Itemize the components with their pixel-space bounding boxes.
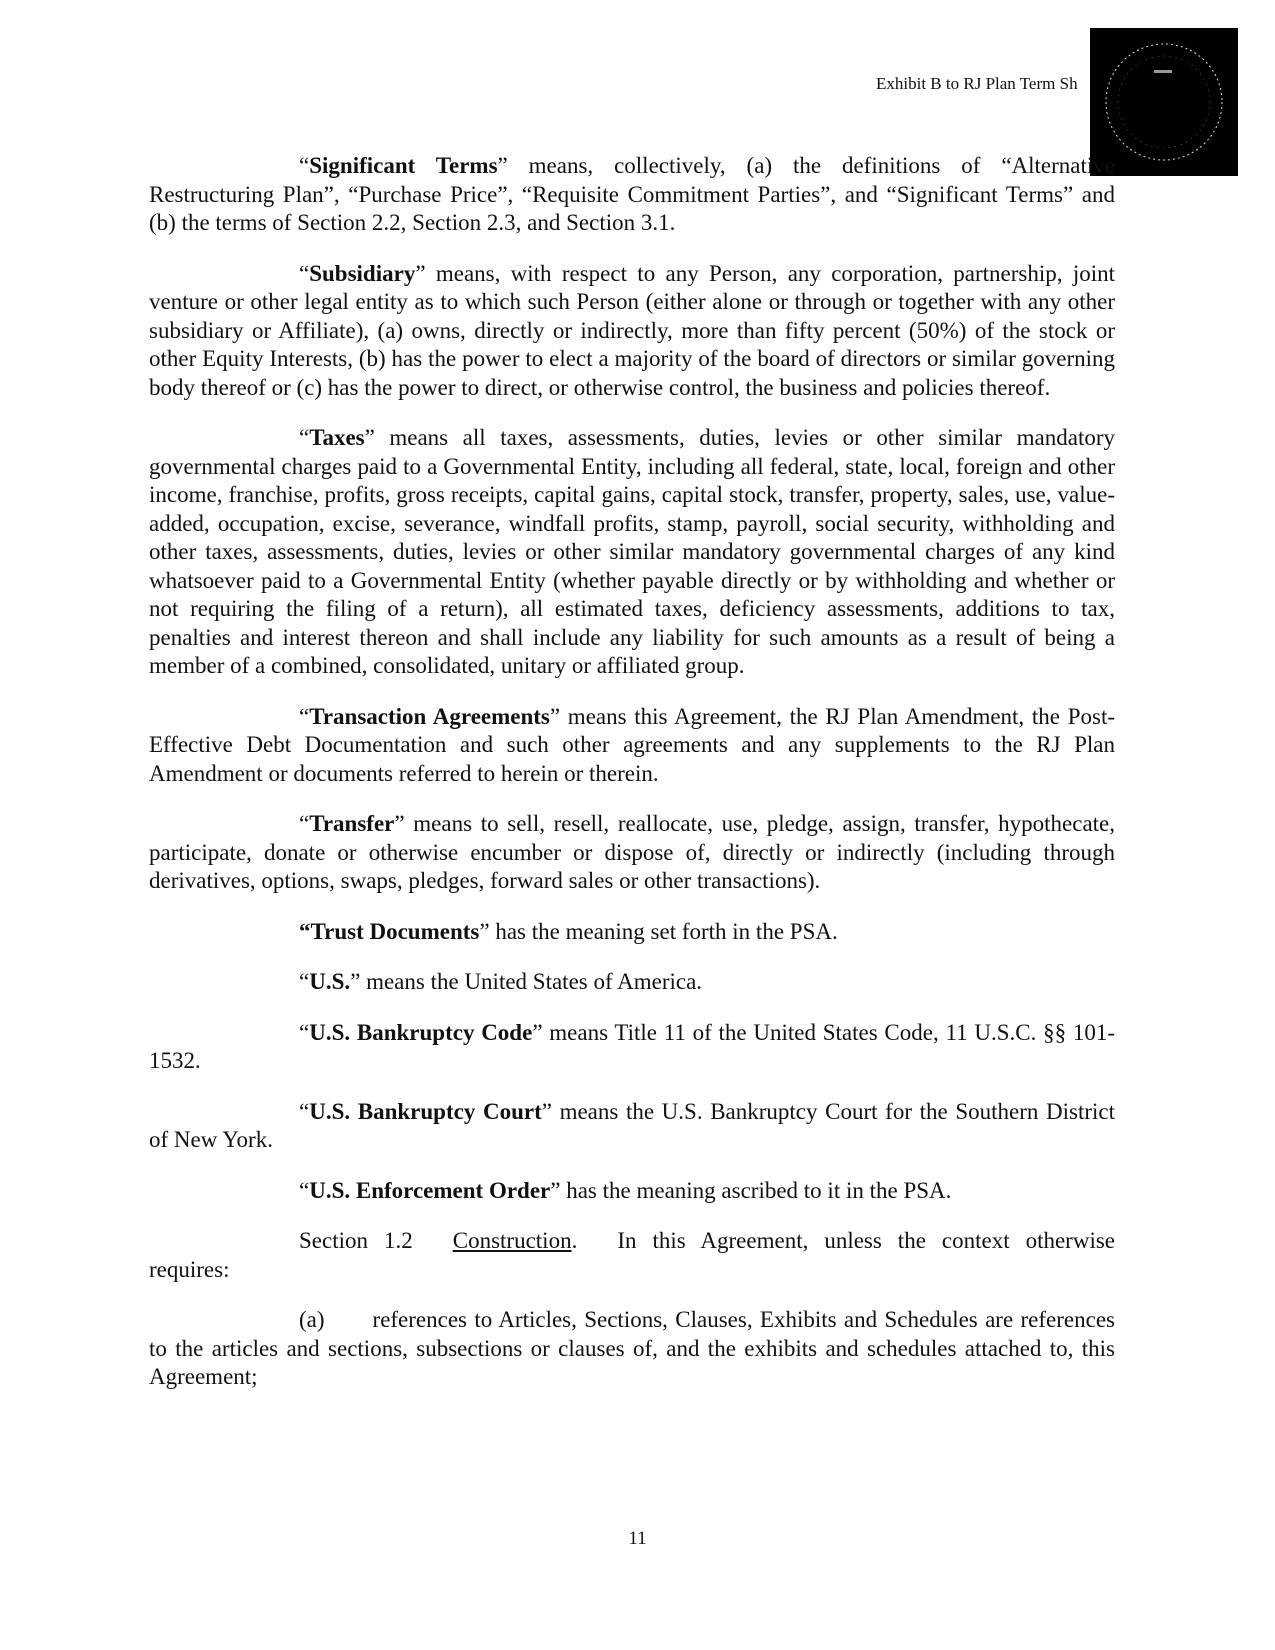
definition-significant-terms: “Significant Terms” means, collectively, (a) the definitions of “Alternative Restructuring Plan”, “Purchase Price”, “Requisite Commitment Parties”, and “Significant Terms” and (b) the terms of Section 2.2, Section 2.3, and Section 3.1. [149,153,1115,235]
definition-text: ” means this Agreement, the RJ Plan Amendment, the Post-Effective Debt Documentation and such other agreements and any supplements to the RJ Plan Amendment or documents referred to herein or therein. [149,703,1115,786]
definition-us: “U.S.” means the United States of America. [299,969,703,994]
definition-text: ” means all taxes, assessments, duties, levies or other similar mandatory governmental charges paid to a Governmental Entity, including all federal, state, local, foreign and other income, franchise, profits, gross receipts, capital gains, capital stock, transfer, property, sales, use, value-added, occupation, excise, severance, windfall profits, stamp, payroll, social security, withholding and other taxes, assessments, duties, levies or other similar mandatory governmental charges of any kind whatsoever paid to a Governmental Entity (whether payable directly or by withholding and whether or not requiring the filing of a return), all estimated taxes, deficiency assessments, additions to tax, penalties and interest thereon and shall include any liability for such amounts as a result of being a member of a combined, consolidated, unitary or affiliated group. [149,425,1115,678]
section-heading: Construction [452,1228,572,1253]
section-1-2-construction: Section 1.2 Construction. In this Agreement, unless the context otherwise requires: [149,1228,1115,1282]
defined-term: U.S. Bankruptcy Code [309,1019,533,1045]
page-header [876,74,1096,94]
definition-text: ” means the U.S. Bankruptcy Court for the Southern District of New York. [149,1098,1115,1152]
defined-term: U.S. Bankruptcy Court [309,1098,542,1124]
definition-us-bankruptcy-code: “U.S. Bankruptcy Code” means Title 11 of the United States Code, 11 U.S.C. §§ 101-1532. [149,1019,1115,1073]
document-body [149,152,1115,1414]
clause-label: (a) [299,1307,325,1332]
section-text: In this Agreement, unless the context otherwise requires: [149,1228,1115,1282]
clause-a [149,1306,1115,1392]
definition-us-bankruptcy-court: “U.S. Bankruptcy Court” means the U.S. Bankruptcy Court for the Southern District of New York. [149,1098,1115,1152]
definition-transaction-agreements: “Transaction Agreements” means this Agreement, the RJ Plan Amendment, the Post-Effective Debt Documentation and such other agreements and any supplements to the RJ Plan Amendment or documents referred to herein or therein. [149,703,1115,786]
page-number: 11 [628,1528,647,1549]
definition-us-enforcement-order: “U.S. Enforcement Order” has the meaning ascribed to it in the PSA. [299,1177,952,1203]
defined-term: Significant Terms [309,153,498,178]
clause-text: references to Articles, Sections, Clauses, Exhibits and Schedules are references to the articles and sections, subsections or clauses of, and the exhibits and schedules attached to, this Agreement; [149,1307,1115,1389]
defined-term: Transaction Agreements [309,703,550,729]
page-footer [0,1528,1275,1550]
definition-subsidiary: “Subsidiary” means, with respect to any Person, any corporation, partnership, joint venture or other legal entity as to which such Person (either alone or through or together with any other subsidiary or Affiliate), (a) owns, directly or indirectly, more than fifty percent (50%) of the stock or other Equity Interests, (b) has the power to elect a majority of the board of directors or similar governing body thereof or (c) has the power to direct, or otherwise control, the business and policies thereof. [149,260,1115,400]
definition-taxes: “Taxes” means all taxes, assessments, duties, levies or other similar mandatory governmental charges paid to a Governmental Entity, including all federal, state, local, foreign and other income, franchise, profits, gross receipts, capital gains, capital stock, transfer, property, sales, use, value-added, occupation, excise, severance, windfall profits, stamp, payroll, social security, withholding and other taxes, assessments, duties, levies or other similar mandatory governmental charges of any kind whatsoever paid to a Governmental Entity (whether payable directly or by withholding and whether or not requiring the filing of a return), all estimated taxes, deficiency assessments, additions to tax, penalties and interest thereon and shall include any liability for such amounts as a result of being a member of a combined, consolidated, unitary or affiliated group. [149,425,1115,678]
definition-text: ” means Title 11 of the United States Code, 11 U.S.C. §§ 101-1532. [149,1019,1115,1073]
defined-term: Subsidiary [309,260,416,286]
defined-term: Taxes [309,425,365,450]
definition-text: ” has the meaning set forth in the PSA. [479,918,838,944]
definition-text: ” means the United States of America. [350,969,703,994]
exhibit-label: Exhibit B to RJ Plan Term Sh [876,74,1078,93]
definition-text: ” means, collectively, (a) the definitions of “Alternative Restructuring Plan”, “Purchase Price”, “Requisite Commitment Parties”, and “Significant Terms” and (b) the terms of Section 2.2, Section 2.3, and Section 3.1. [149,153,1115,235]
defined-term: U.S. [309,969,351,994]
defined-term: U.S. Enforcement Order [309,1177,551,1203]
defined-term: “Trust Documents [299,918,480,944]
definition-trust-documents [149,918,1115,947]
definition-transfer: “Transfer” means to sell, resell, reallocate, use, pledge, assign, transfer, hypothecate, participate, donate or otherwise encumber or dispose of, directly or indirectly (including through derivatives, options, swaps, pledges, forward sales or other transactions). [149,811,1115,893]
definition-text: ” has the meaning ascribed to it in the PSA. [550,1177,952,1203]
defined-term: Transfer [309,811,395,836]
section-number: Section 1.2 [299,1228,413,1253]
definition-text: ” means to sell, resell, reallocate, use, pledge, assign, transfer, hypothecate, participate, donate or otherwise encumber or dispose of, directly or indirectly (including through derivatives, options, swaps, pledges, forward sales or other transactions). [149,811,1115,893]
definition-text: ” means, with respect to any Person, any corporation, partnership, joint venture or other legal entity as to which such Person (either alone or through or together with any other subsidiary or Affiliate), (a) owns, directly or indirectly, more than fifty percent (50%) of the stock or other Equity Interests, (b) has the power to elect a majority of the board of directors or similar governing body thereof or (c) has the power to direct, or otherwise control, the business and policies thereof. [149,260,1115,400]
